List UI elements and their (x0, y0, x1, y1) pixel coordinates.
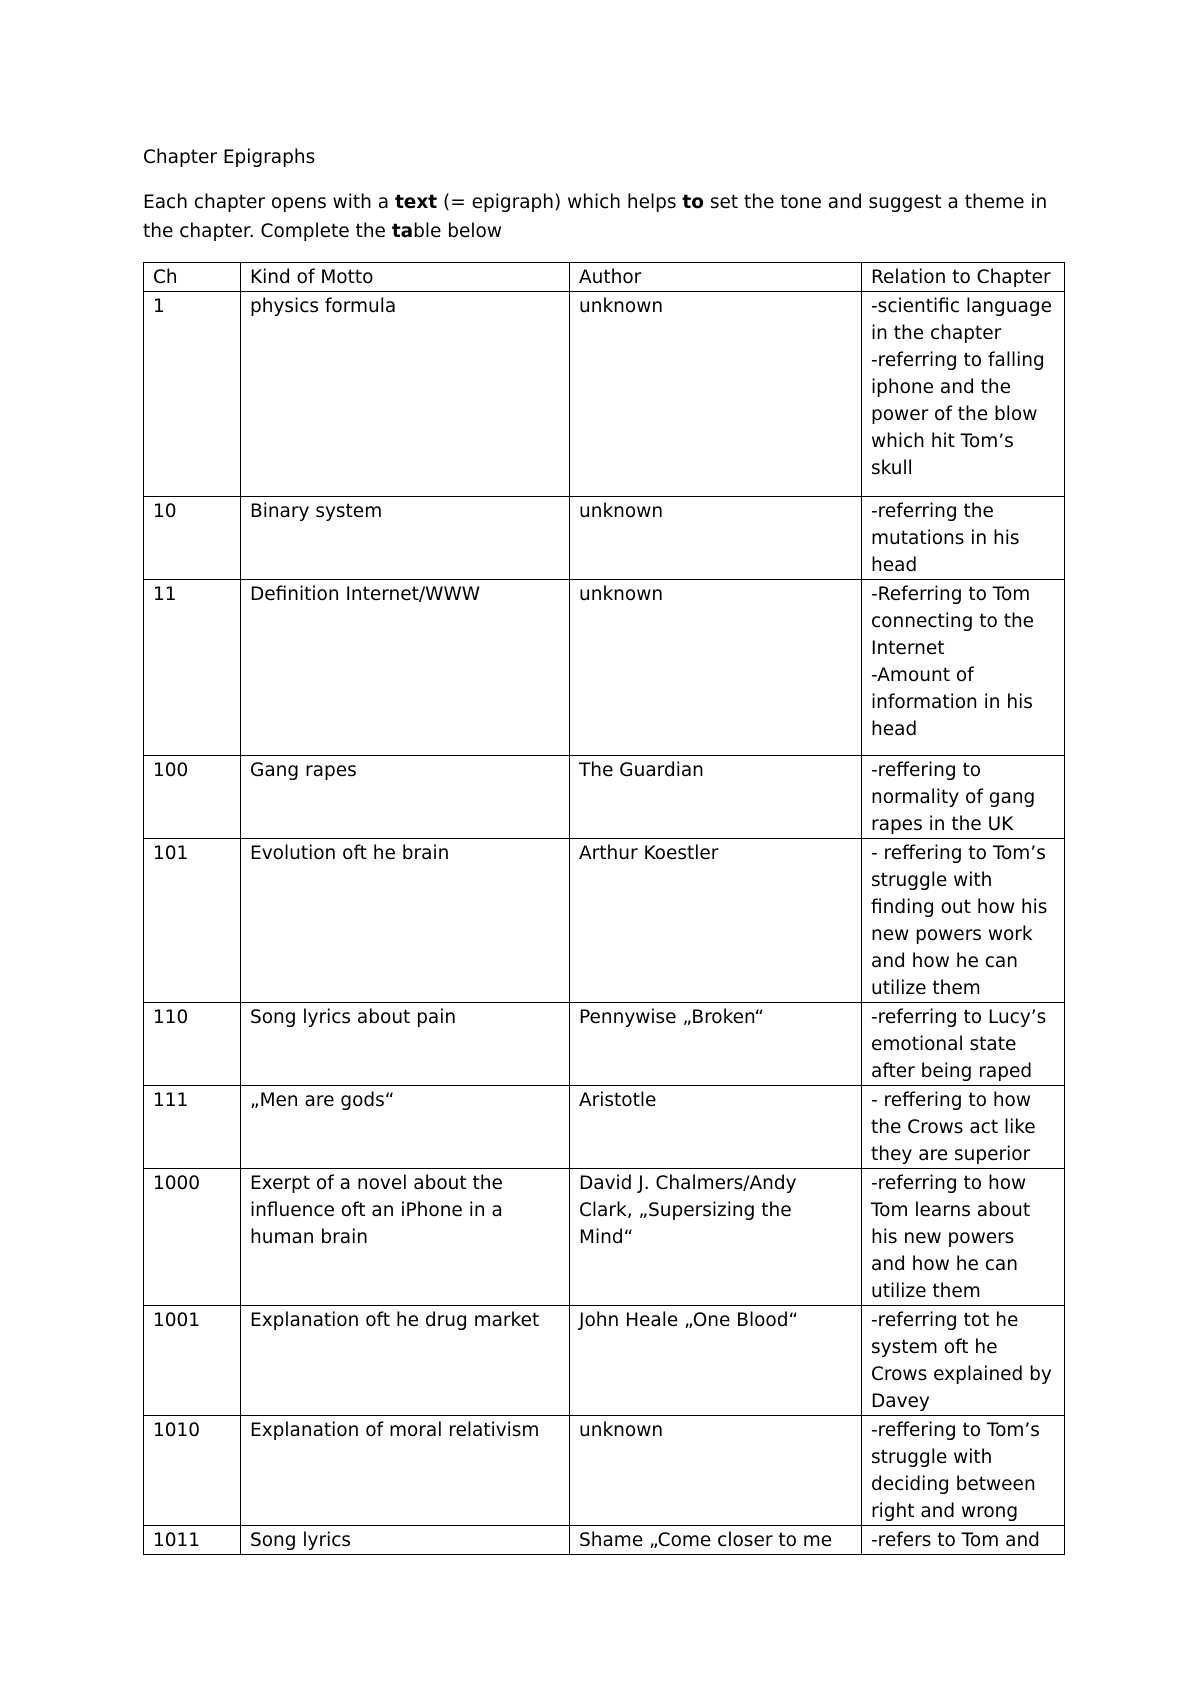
page-title: Chapter Epigraphs (143, 147, 316, 168)
column-header-author: Author (570, 263, 862, 292)
table-row (144, 1003, 1065, 1086)
intro-bold-text: ta (391, 220, 414, 242)
cell-kind-of-motto: Binary system (241, 497, 570, 580)
cell-chapter: 110 (144, 1003, 241, 1086)
cell-chapter: 1010 (144, 1416, 241, 1526)
relation-line: -referring the mutations in his head (871, 501, 1020, 576)
cell-author: John Heale „One Blood“ (570, 1306, 862, 1416)
column-header-relation: Relation to Chapter (862, 263, 1065, 292)
column-header-ch: Ch (144, 263, 241, 292)
cell-relation (862, 756, 1065, 839)
cell-kind-of-motto: Explanation oft he drug market (241, 1306, 570, 1416)
table-row (144, 497, 1065, 580)
cell-chapter: 101 (144, 839, 241, 1003)
table-header-row (144, 263, 1065, 292)
table-row (144, 1416, 1065, 1526)
relation-line: -referring to Lucy’s emotional state after being raped (871, 1007, 1047, 1082)
cell-kind-of-motto: Exerpt of a novel about the influence oft an iPhone in a human brain (241, 1169, 570, 1306)
cell-author: David J. Chalmers/Andy Clark, „Supersizing the Mind“ (570, 1169, 862, 1306)
cell-relation (862, 497, 1065, 580)
cell-chapter: 1000 (144, 1169, 241, 1306)
intro-paragraph (143, 189, 1078, 246)
table-row (144, 1526, 1065, 1555)
cell-kind-of-motto: Song lyrics about pain (241, 1003, 570, 1086)
cell-kind-of-motto: „Men are gods“ (241, 1086, 570, 1169)
table-row (144, 292, 1065, 497)
cell-relation (862, 1003, 1065, 1086)
cell-relation (862, 1306, 1065, 1416)
cell-relation (862, 292, 1065, 497)
relation-line: -reffering to normality of gang rapes in the UK (871, 760, 1036, 835)
cell-relation (862, 1086, 1065, 1169)
relation-line: - reffering to Tom’s struggle with finding out how his new powers work and how he can utilize them (871, 843, 1048, 999)
cell-author: unknown (570, 580, 862, 756)
relation-line: - reffering to how the Crows act like they are superior (871, 1090, 1036, 1165)
cell-kind-of-motto: Definition Internet/WWW (241, 580, 570, 756)
intro-text: ble below (413, 220, 503, 242)
cell-author: unknown (570, 292, 862, 497)
cell-kind-of-motto: Evolution oft he brain (241, 839, 570, 1003)
cell-author: The Guardian (570, 756, 862, 839)
cell-kind-of-motto: Explanation of moral relativism (241, 1416, 570, 1526)
cell-author: Aristotle (570, 1086, 862, 1169)
cell-relation (862, 839, 1065, 1003)
cell-author: unknown (570, 1416, 862, 1526)
cell-relation (862, 1416, 1065, 1526)
column-header-kind: Kind of Motto (241, 263, 570, 292)
table-row (144, 580, 1065, 756)
cell-kind-of-motto: Song lyrics (241, 1526, 570, 1555)
cell-kind-of-motto: Gang rapes (241, 756, 570, 839)
table-row (144, 756, 1065, 839)
cell-chapter: 1 (144, 292, 241, 497)
cell-chapter: 100 (144, 756, 241, 839)
table-row (144, 839, 1065, 1003)
intro-text: set the tone and suggest a theme in the chapter. Complete the (143, 192, 1048, 242)
cell-chapter: 11 (144, 580, 241, 756)
relation-line: -refers to Tom and (871, 1530, 1040, 1551)
cell-chapter: 1001 (144, 1306, 241, 1416)
relation-line: -referring tot he system oft he Crows explained by Davey (871, 1310, 1052, 1412)
intro-text: Each chapter opens with a (143, 192, 395, 213)
table-row (144, 1169, 1065, 1306)
table-body (144, 292, 1065, 1555)
cell-chapter: 10 (144, 497, 241, 580)
cell-author: Arthur Koestler (570, 839, 862, 1003)
cell-relation (862, 1526, 1065, 1555)
cell-chapter: 111 (144, 1086, 241, 1169)
cell-author: Pennywise „Broken“ (570, 1003, 862, 1086)
relation-line: -Referring to Tom connecting to the Internet (871, 584, 1035, 659)
intro-bold-text: text (394, 192, 438, 213)
table-row (144, 1306, 1065, 1416)
relation-line: -referring to how Tom learns about his new powers and how he can utilize them (871, 1173, 1031, 1302)
cell-relation (862, 580, 1065, 756)
cell-relation (862, 1169, 1065, 1306)
relation-line: -referring to falling iphone and the power of the blow which hit Tom’s skull (871, 350, 1045, 479)
cell-author: unknown (570, 497, 862, 580)
intro-text: (= epigraph) which helps (437, 192, 683, 213)
cell-kind-of-motto: physics formula (241, 292, 570, 497)
epigraph-table (143, 262, 1065, 1555)
intro-bold-text: to (682, 192, 704, 213)
cell-chapter: 1011 (144, 1526, 241, 1555)
relation-line: -Amount of information in his head (871, 665, 1033, 740)
relation-line: -scientific language in the chapter (871, 296, 1052, 344)
table-row (144, 1086, 1065, 1169)
cell-author: Shame „Come closer to me (570, 1526, 862, 1555)
relation-line: -reffering to Tom’s struggle with deciding between right and wrong (871, 1420, 1040, 1522)
